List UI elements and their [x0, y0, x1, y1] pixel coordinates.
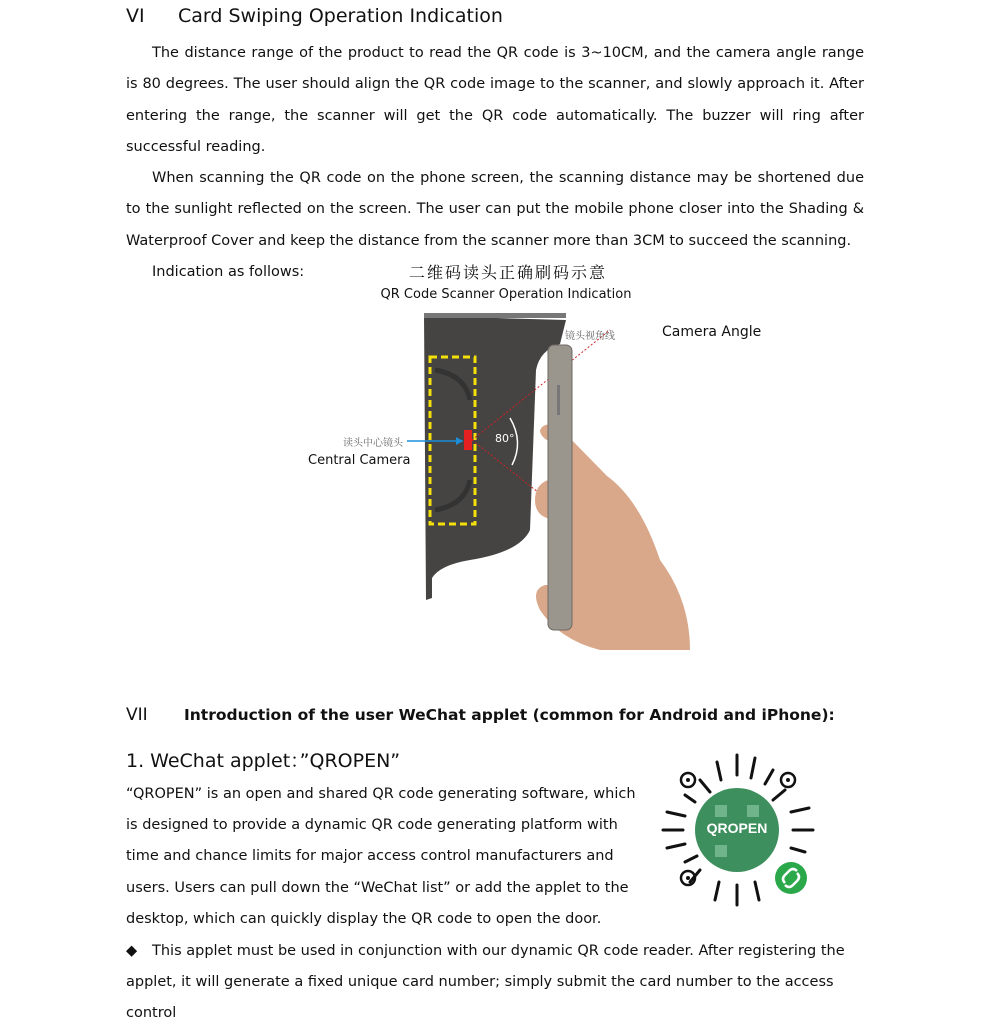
bullet-text: This applet must be used in conjunction with our dynamic QR code reader. After registering the applet, it will generate a fixed unique card number; simply submit the card number to the access control [126, 943, 845, 1022]
figure-title-chinese: 二维码读头正确刷码示意 [408, 263, 607, 282]
camera-angle-label: Camera Angle [662, 324, 762, 340]
paragraph: Indication as follows: [152, 264, 305, 281]
section-7-heading [126, 705, 835, 725]
qr-logo-text: QROPEN [706, 820, 768, 836]
section-number: VI [126, 5, 145, 27]
paragraph: “QROPEN” is an open and shared QR code generating software, which is designed to provide a dynamic QR code generating platform with time and chance limits for major access control manufacturers and users. Users can pull down the “WeChat list” or add the applet to the desktop, which can quickly display the QR code to open the door. [126, 786, 636, 927]
camera-angle-label-cn: 镜头视角线 [565, 331, 615, 342]
section-title: Card Swiping Operation Indication [178, 5, 503, 27]
angle-value: 80° [495, 432, 515, 445]
central-camera-label-cn: 读头中心镜头 [343, 438, 403, 449]
bullet-diamond-icon: ◆ [126, 943, 138, 959]
applet-subheading: 1. WeChat applet：”QROPEN” [126, 750, 401, 772]
section-number: VII [126, 705, 148, 725]
figure-title-english: QR Code Scanner Operation Indication [380, 287, 632, 302]
applet-description [126, 779, 646, 935]
miniprogram-icon [775, 862, 807, 894]
scanner-top-edge [424, 313, 566, 318]
section-title: Introduction of the user WeChat applet (common for Android and iPhone): [184, 706, 835, 724]
paragraph: When scanning the QR code on the phone screen, the scanning distance may be shortened due to the sunlight reflected on the screen. The user can put the mobile phone closer into the Shading & Waterproof Cover and keep the distance from the scanner more than 3CM to succeed the scanning. [126, 170, 864, 249]
applet-note [126, 936, 864, 1030]
central-camera-marker [464, 430, 472, 450]
central-camera-label: Central Camera [308, 453, 411, 468]
paragraph: The distance range of the product to read the QR code is 3~10CM, and the camera angle range is 80 degrees. The user should align the QR code image to the scanner, and slowly approach it. After entering the range, the scanner will get the QR code automatically. The buzzer will ring after successful reading. [126, 45, 864, 155]
qropen-miniprogram-code [655, 750, 820, 910]
